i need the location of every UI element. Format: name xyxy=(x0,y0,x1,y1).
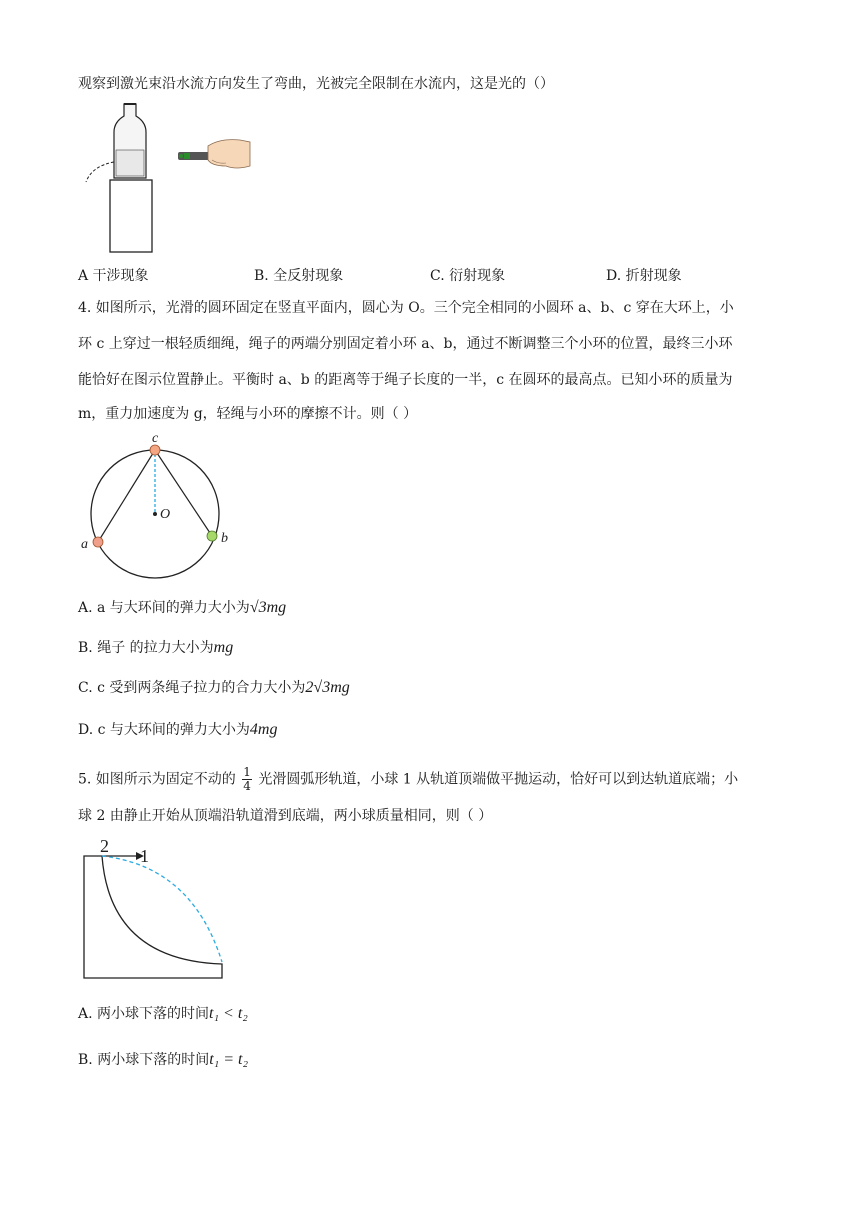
q5-fraction xyxy=(242,766,252,793)
q5-option-a-text: A. 两小球下落的时间 xyxy=(78,1006,210,1022)
q4-option-b-text: B. 绳子 的拉力大小为 xyxy=(78,640,214,656)
q5-option-b-text: B. 两小球下落的时间 xyxy=(78,1052,210,1068)
label-a: a xyxy=(81,537,88,552)
q3-figure-bottle-laser xyxy=(80,100,260,250)
q4-stem-line3: 能恰好在图示位置静止。平衡时 a、b 的距离等于绳子长度的一半，c 在圆环的最高点。已知小环的质量为 xyxy=(78,372,733,388)
q5-option-a[interactable] xyxy=(78,1004,248,1024)
q5-stem-line1 xyxy=(78,766,738,793)
label-2: 2 xyxy=(100,836,109,856)
q3-stem: 观察到激光束沿水流方向发生了弯曲，光被完全限制在水流内，这是光的（） xyxy=(78,76,554,92)
small-ring-a xyxy=(93,537,103,547)
q4-option-c-text: C. c 受到两条绳子拉力的合力大小为 xyxy=(78,680,306,696)
q4-option-d[interactable] xyxy=(78,720,277,740)
q3-option-d[interactable]: D. 折射现象 xyxy=(606,268,682,284)
small-ring-c xyxy=(150,445,160,455)
q4-option-d-text: D. c 与大环间的弹力大小为 xyxy=(78,722,250,738)
q4-option-a-text: A. a 与大环间的弹力大小为 xyxy=(78,600,250,616)
center-point xyxy=(153,512,157,516)
q4-option-a-math: √3mg xyxy=(249,599,287,616)
q4-stem-line4: m，重力加速度为 g，轻绳与小环的摩擦不计。则（ ） xyxy=(78,406,418,422)
small-ring-b xyxy=(207,531,217,541)
label-b: b xyxy=(221,531,228,546)
rope-right xyxy=(155,450,212,536)
q4-option-b-math: mg xyxy=(213,639,234,656)
label-1: 1 xyxy=(140,846,149,866)
q4-option-d-math: 4mg xyxy=(249,721,278,738)
q4-stem-line2: 环 c 上穿过一根轻质细绳，绳子的两端分别固定着小环 a、b，通过不断调整三个小环的位置，最终三小环 xyxy=(78,336,733,352)
q4-option-b[interactable] xyxy=(78,638,233,658)
q4-option-a[interactable] xyxy=(78,598,286,618)
q4-figure-ring xyxy=(76,430,256,570)
q5-stem-line2: 球 2 由静止开始从顶端沿轨道滑到底端，两小球质量相同，则（ ） xyxy=(78,808,493,824)
q5-stem-pre: 5. 如图所示为固定不动的 xyxy=(78,771,236,788)
label-o: O xyxy=(160,507,171,522)
q4-stem-line1: 4. 如图所示，光滑的圆环固定在竖直平面内，圆心为 O。三个完全相同的小圆环 a、b、c 穿在大环上，小 xyxy=(78,300,734,316)
projectile-path xyxy=(102,856,222,962)
q5-stem-post: 光滑圆弧形轨道，小球 1 从轨道顶端做平抛运动，恰好可以到达轨道底端；小 xyxy=(258,771,739,788)
q5-fraction-num: 1 xyxy=(243,765,251,779)
q3-option-c[interactable]: C. 衍射现象 xyxy=(430,268,506,284)
q5-option-b-math: t₁ = t₂ xyxy=(209,1051,249,1068)
q4-option-c[interactable] xyxy=(78,678,350,698)
q5-figure-track xyxy=(80,836,240,986)
q3-option-b[interactable]: B. 全反射现象 xyxy=(254,268,344,284)
label-c: c xyxy=(152,431,159,446)
q5-option-a-math: t₁ < t₂ xyxy=(209,1005,248,1022)
q5-fraction-den: 4 xyxy=(243,779,251,793)
q3-option-a[interactable]: A 干涉现象 xyxy=(78,268,149,284)
rope-left xyxy=(98,450,155,542)
q5-option-b[interactable] xyxy=(78,1050,248,1070)
q4-option-c-math: 2√3mg xyxy=(305,679,350,696)
